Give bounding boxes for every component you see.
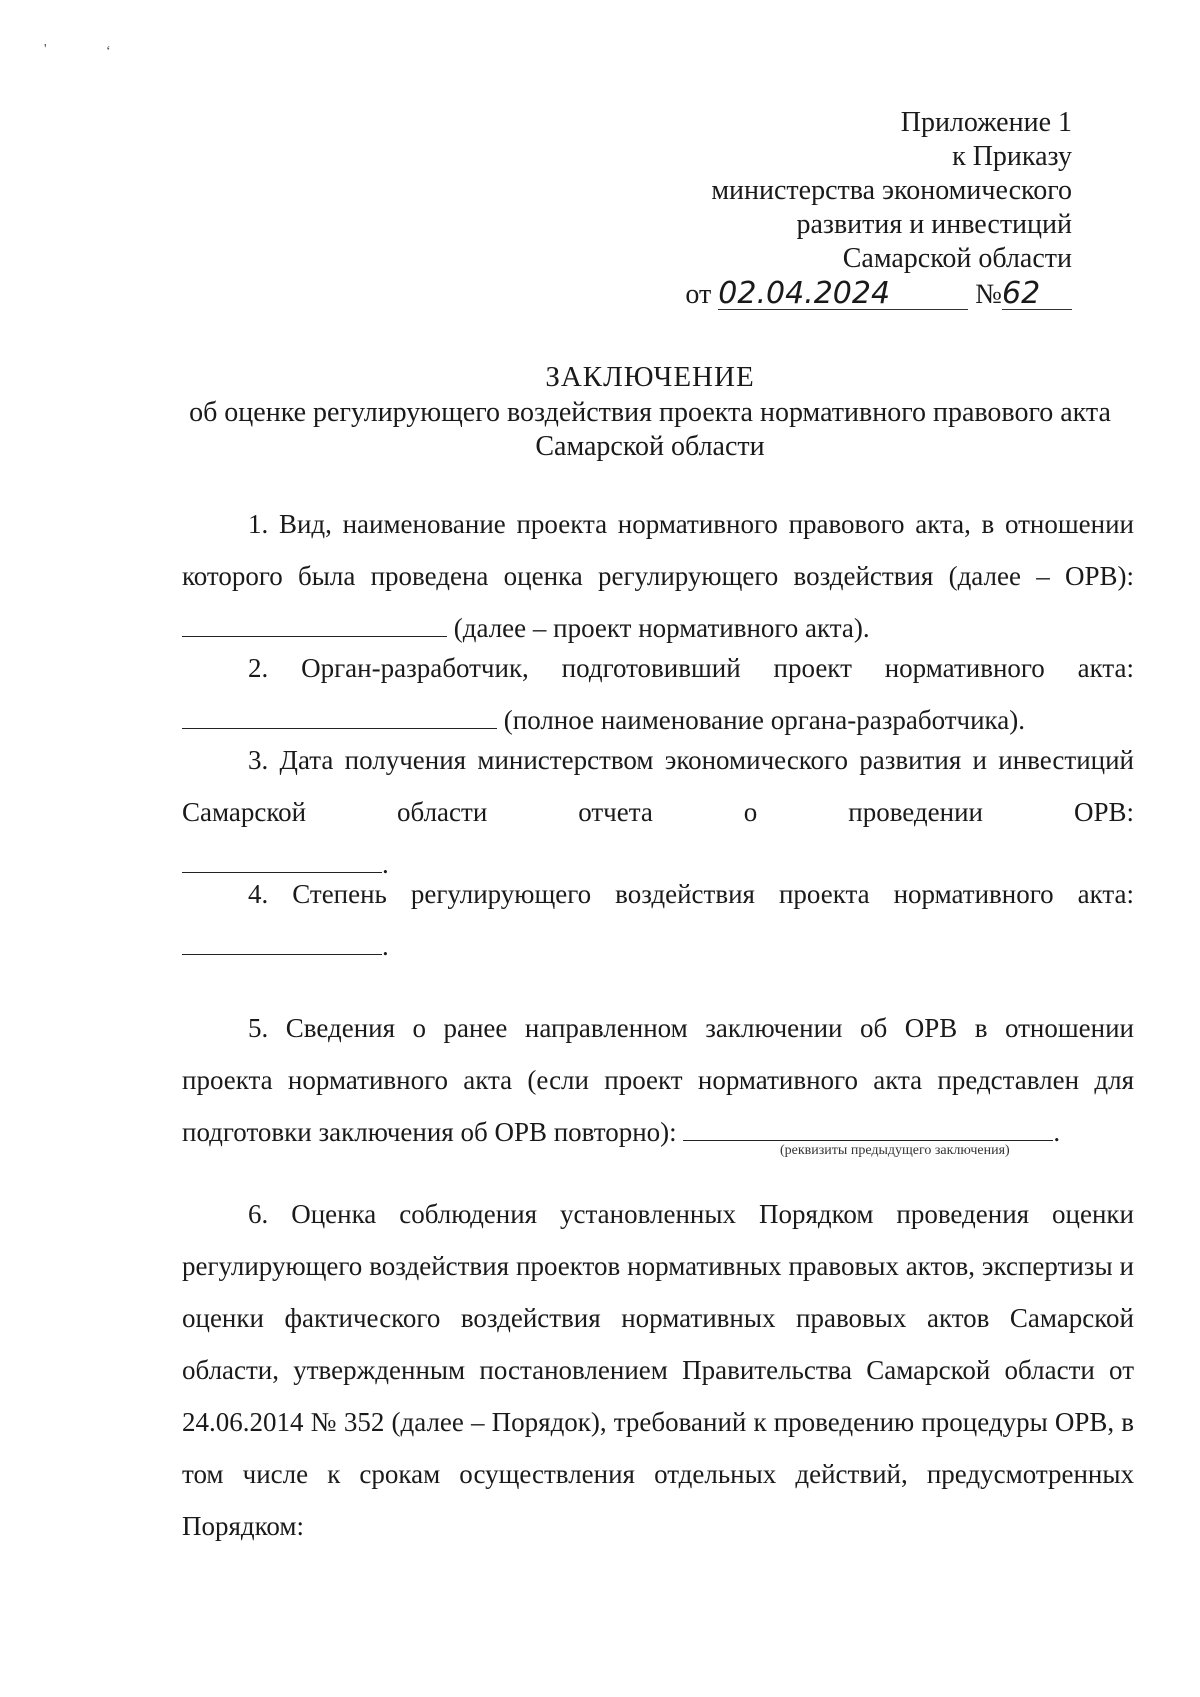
item-6-text: 6. Оценка соблюдения установленных Порядком проведения оценки регулирующего воздействия проектов нормативных правовых актов, экспертизы и оценки фактического воздействия нормативных правовых актов Самарской области, утвержденным постановлением Правительства Самарской области от 24.06.2014 № 352 (далее – Порядок), требований к проведению процедуры ОРВ, в том числе к срокам осуществления отдельных действий, предусмотренных Порядком: — [182, 1199, 1134, 1541]
item-3-text: 3. Дата получения министерством экономического развития и инвестиций Самарской области отчета о проведении ОРВ: — [182, 745, 1134, 827]
period: . — [382, 849, 389, 879]
header-line: министерства экономического — [711, 175, 1072, 206]
item-1-suffix: (далее – проект нормативного акта). — [453, 613, 870, 643]
header-line: Приложение 1 — [900, 107, 1072, 138]
period: . — [1053, 1117, 1061, 1147]
order-date-number — [685, 278, 1072, 312]
item-5 — [182, 1002, 1134, 1158]
title-subtitle: об оценке регулирующего воздействия проекта нормативного правового акта — [189, 397, 1111, 428]
item-2-text: 2. Орган-разработчик, подготовивший проект нормативного акта: — [248, 653, 1134, 683]
date-prefix: от — [685, 279, 712, 310]
number-prefix: № — [975, 279, 1002, 310]
handwritten-number: 62 — [1002, 279, 1072, 310]
item-4 — [182, 868, 1134, 972]
period: . — [382, 931, 389, 961]
header-line: Самарской области — [842, 243, 1072, 274]
item-2 — [182, 642, 1134, 746]
previous-conclusion-note: (реквизиты предыдущего заключения) — [780, 1143, 1010, 1158]
item-1-text: 1. Вид, наименование проекта нормативного правового акта, в отношении которого была проведена оценка регулирующего воздействия (далее – ОРВ): — [182, 509, 1134, 591]
fill-blank — [182, 932, 382, 955]
header-line: к Приказу — [952, 141, 1072, 172]
document-title — [150, 360, 1150, 464]
fill-blank — [182, 706, 497, 729]
title-subtitle: Самарской области — [535, 431, 765, 462]
appendix-header — [685, 106, 1072, 312]
item-2-suffix: (полное наименование органа-разработчика). — [503, 705, 1025, 735]
scan-artifact: ‘ — [106, 44, 111, 59]
title-main: ЗАКЛЮЧЕНИЕ — [545, 361, 755, 393]
item-3 — [182, 734, 1134, 890]
scan-artifact: ' — [44, 42, 47, 57]
fill-blank — [683, 1118, 1053, 1141]
item-5-text: 5. Сведения о ранее направленном заключении об ОРВ в отношении проекта нормативного акта (если проект нормативного акта представлен для подготовки заключения об ОРВ повторно): — [182, 1013, 1134, 1147]
item-4-text: 4. Степень регулирующего воздействия проекта нормативного акта: — [248, 879, 1134, 909]
handwritten-date: 02.04.2024 — [718, 279, 968, 310]
item-1 — [182, 498, 1134, 654]
fill-blank — [182, 614, 447, 637]
header-line: развития и инвестиций — [796, 209, 1072, 240]
item-6 — [182, 1188, 1134, 1552]
